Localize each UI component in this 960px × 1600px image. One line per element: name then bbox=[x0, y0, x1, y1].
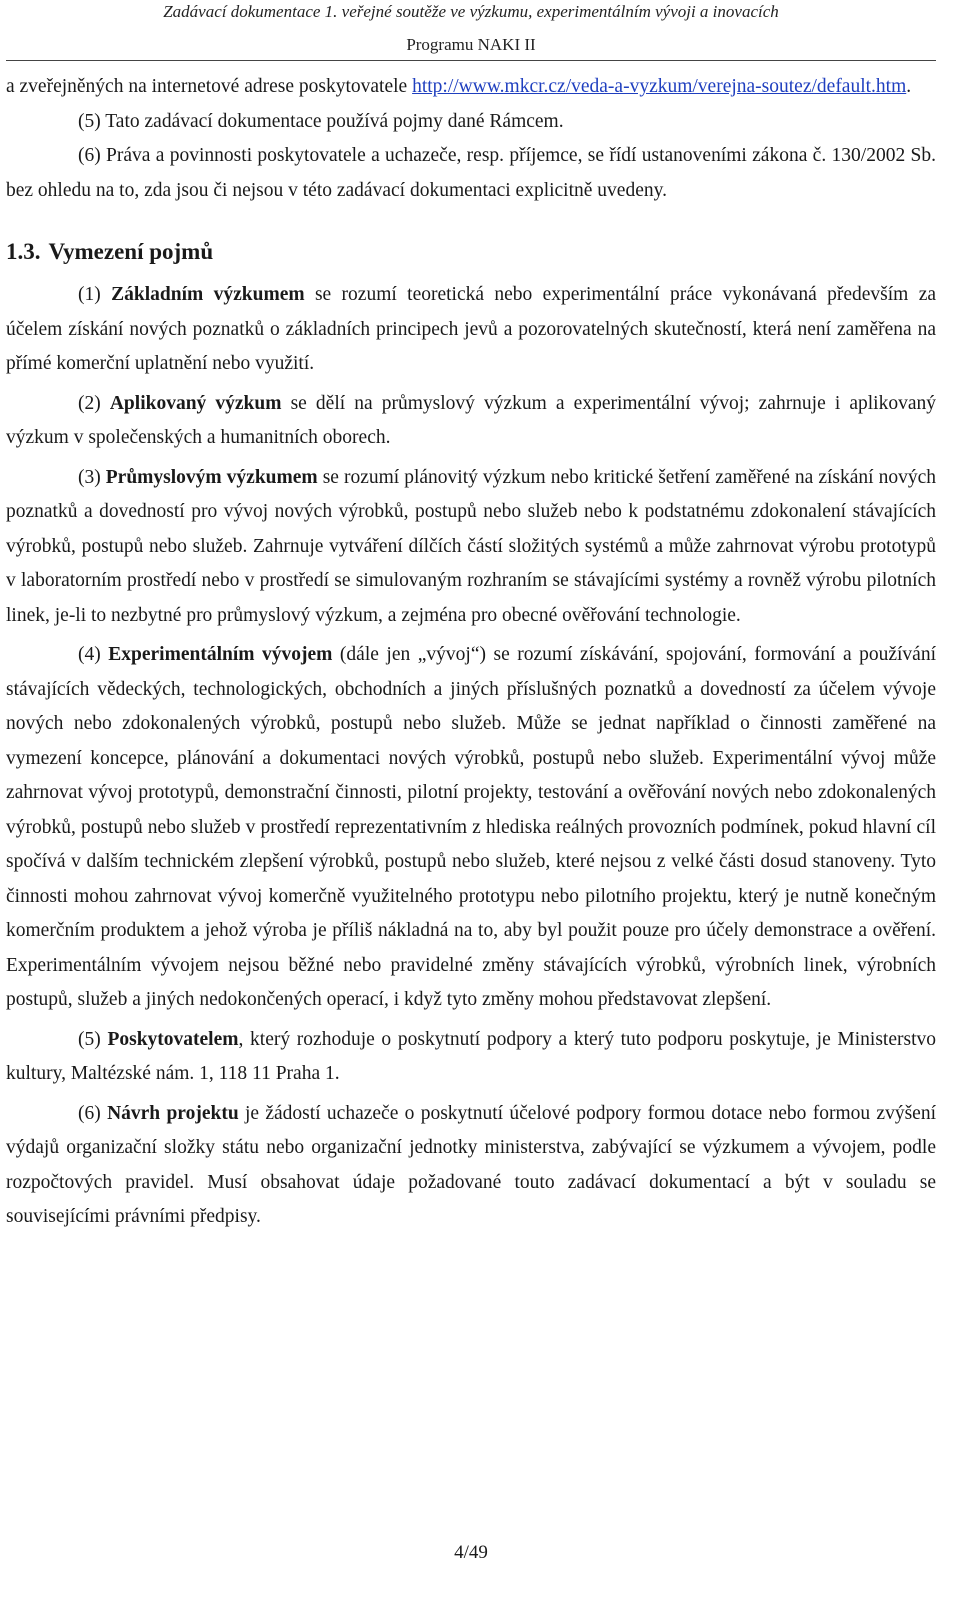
definition-number: (2) bbox=[78, 392, 101, 414]
definition-paragraph-5 bbox=[6, 1023, 936, 1092]
definition-number: (6) bbox=[78, 1102, 101, 1124]
definition-text: , který rozhoduje o poskytnutí podpory a který tuto podporu poskytuje, je Ministerstvo kultury, Maltézské nám. 1, 118 11 Praha 1. bbox=[6, 1028, 937, 1084]
definition-text: se rozumí plánovitý výzkum nebo kritické šetření zaměřené na získání nových poznatků a dovedností pro vývoj nových výrobků, postupů nebo služeb nebo k podstatnému zdokonalení stávajících výrobků, postupů nebo služeb. Zahrnuje vytváření dílčích částí složitých systémů a může zahrnovat výrobu prototypů v laboratorním prostředí nebo v prostředí se simulovaným rozhraním se stávajícími systémy a rovněž výrobu pilotních linek, je-li to nezbytné pro průmyslový výzkum, a zejména pro obecné ověřování technologie. bbox=[6, 466, 936, 626]
header-subtitle: Programu NAKI II bbox=[406, 35, 536, 54]
definition-number: (1) bbox=[78, 284, 101, 305]
header-divider bbox=[6, 60, 936, 61]
intro-paragraph-continuation bbox=[6, 70, 936, 105]
header-title: Zadávací dokumentace 1. veřejné soutěže ve výzkumu, experimentálním vývoji a inovacích bbox=[163, 2, 779, 21]
definition-text: (dále jen „vývoj“) se rozumí získávání, spojování, formování a používání stávajících vědeckých, technologických, obchodních a jiných příslušných poznatků a dovedností za účelem vývoje nových nebo zdokonalených výrobků, postupů nebo služeb. Může se jednat například o činnosti zaměřené na vymezení koncepce, plánování a dokumentaci nových výrobků, postupů nebo služeb. Experimentální vývoj může zahrnovat vývoj prototypů, demonstrační činnosti, pilotní projekty, testování a ověřování nových nebo zdokonalených výrobků, postupů nebo služeb v prostředí reprezentativním z hlediska reálných provozních podmínek, pokud hlavní cíl spočívá v dalším technickém zlepšení výrobků, postupů nebo služeb, které nejsou z velké části dosud stanoveny. Tyto činnosti mohou zahrnovat vývoj komerčně využitelného prototypu nebo pilotního projektu, který je nutně konečným komerčním produktem a jehož výroba je příliš nákladná na to, aby byl použit pouze pro účely demonstrace a ověření. Experimentálním vývojem nejsou běžné nebo pravidelné změny stávajících výrobků, výrobních linek, výrobních postupů, služeb a jiných nedokončených operací, i když tyto změny mohou představovat zlepšení. bbox=[6, 644, 937, 1010]
definition-paragraph-4 bbox=[6, 638, 936, 1018]
definition-paragraph-1 bbox=[6, 278, 936, 382]
definition-term: Experimentálním vývojem bbox=[108, 644, 333, 665]
intro-text-end: . bbox=[906, 76, 912, 97]
definition-paragraph-3 bbox=[6, 461, 936, 634]
definition-text: je žádostí uchazeče o poskytnutí účelové podpory formou dotace nebo formou zvýšení výdajů organizační složky státu nebo organizační jednotky ministerstva, zabývající se výzkumem a vývojem, podle rozpočtových pravidel. Musí obsahovat údaje požadované touto zadávací dokumentací a být v souladu se souvisejícími právními předpisy. bbox=[6, 1102, 937, 1227]
definition-term: Základním výzkumem bbox=[111, 284, 305, 305]
definition-text: se rozumí teoretická nebo experimentální práce vykonávaná především za účelem získání nových poznatků o základních principech jevů a pozorovatelných skutečností, která není zaměřena na přímé komerční uplatnění nebo využití. bbox=[6, 284, 937, 374]
ministry-url-link[interactable]: http://www.mkcr.cz/veda-a-vyzkum/verejna-soutez/default.htm bbox=[412, 76, 907, 97]
definition-number: (5) bbox=[78, 1028, 101, 1050]
section-title: Vymezení pojmů bbox=[48, 239, 214, 264]
definition-term: Návrh projektu bbox=[107, 1102, 239, 1124]
document-body bbox=[6, 70, 936, 1235]
intro-text: a zveřejněných na internetové adrese poskytovatele bbox=[6, 76, 413, 97]
intro-paragraph-5: (5) Tato zadávací dokumentace používá pojmy dané Rámcem. bbox=[78, 110, 564, 132]
definition-term: Poskytovatelem bbox=[107, 1028, 239, 1050]
section-number: 1.3. bbox=[6, 239, 41, 264]
definition-term: Aplikovaný výzkum bbox=[109, 392, 282, 414]
definition-number: (3) bbox=[78, 466, 101, 488]
definition-term: Průmyslovým výzkumem bbox=[105, 466, 318, 488]
section-heading bbox=[6, 234, 936, 270]
page-number: 4/49 bbox=[454, 1542, 488, 1563]
definition-number: (4) bbox=[78, 644, 101, 665]
definition-text: se dělí na průmyslový výzkum a experimentální vývoj; zahrnuje i aplikovaný výzkum v společenských a humanitních oborech. bbox=[6, 392, 937, 448]
definition-paragraph-2 bbox=[6, 387, 936, 456]
definition-paragraph-6 bbox=[6, 1097, 936, 1235]
intro-paragraph-6: (6) Práva a povinnosti poskytovatele a uchazeče, resp. příjemce, se řídí ustanoveními zákona č. 130/2002 Sb. bez ohledu na to, zda jsou či nejsou v této zadávací dokumentaci explicitně uvedeny. bbox=[6, 145, 936, 201]
